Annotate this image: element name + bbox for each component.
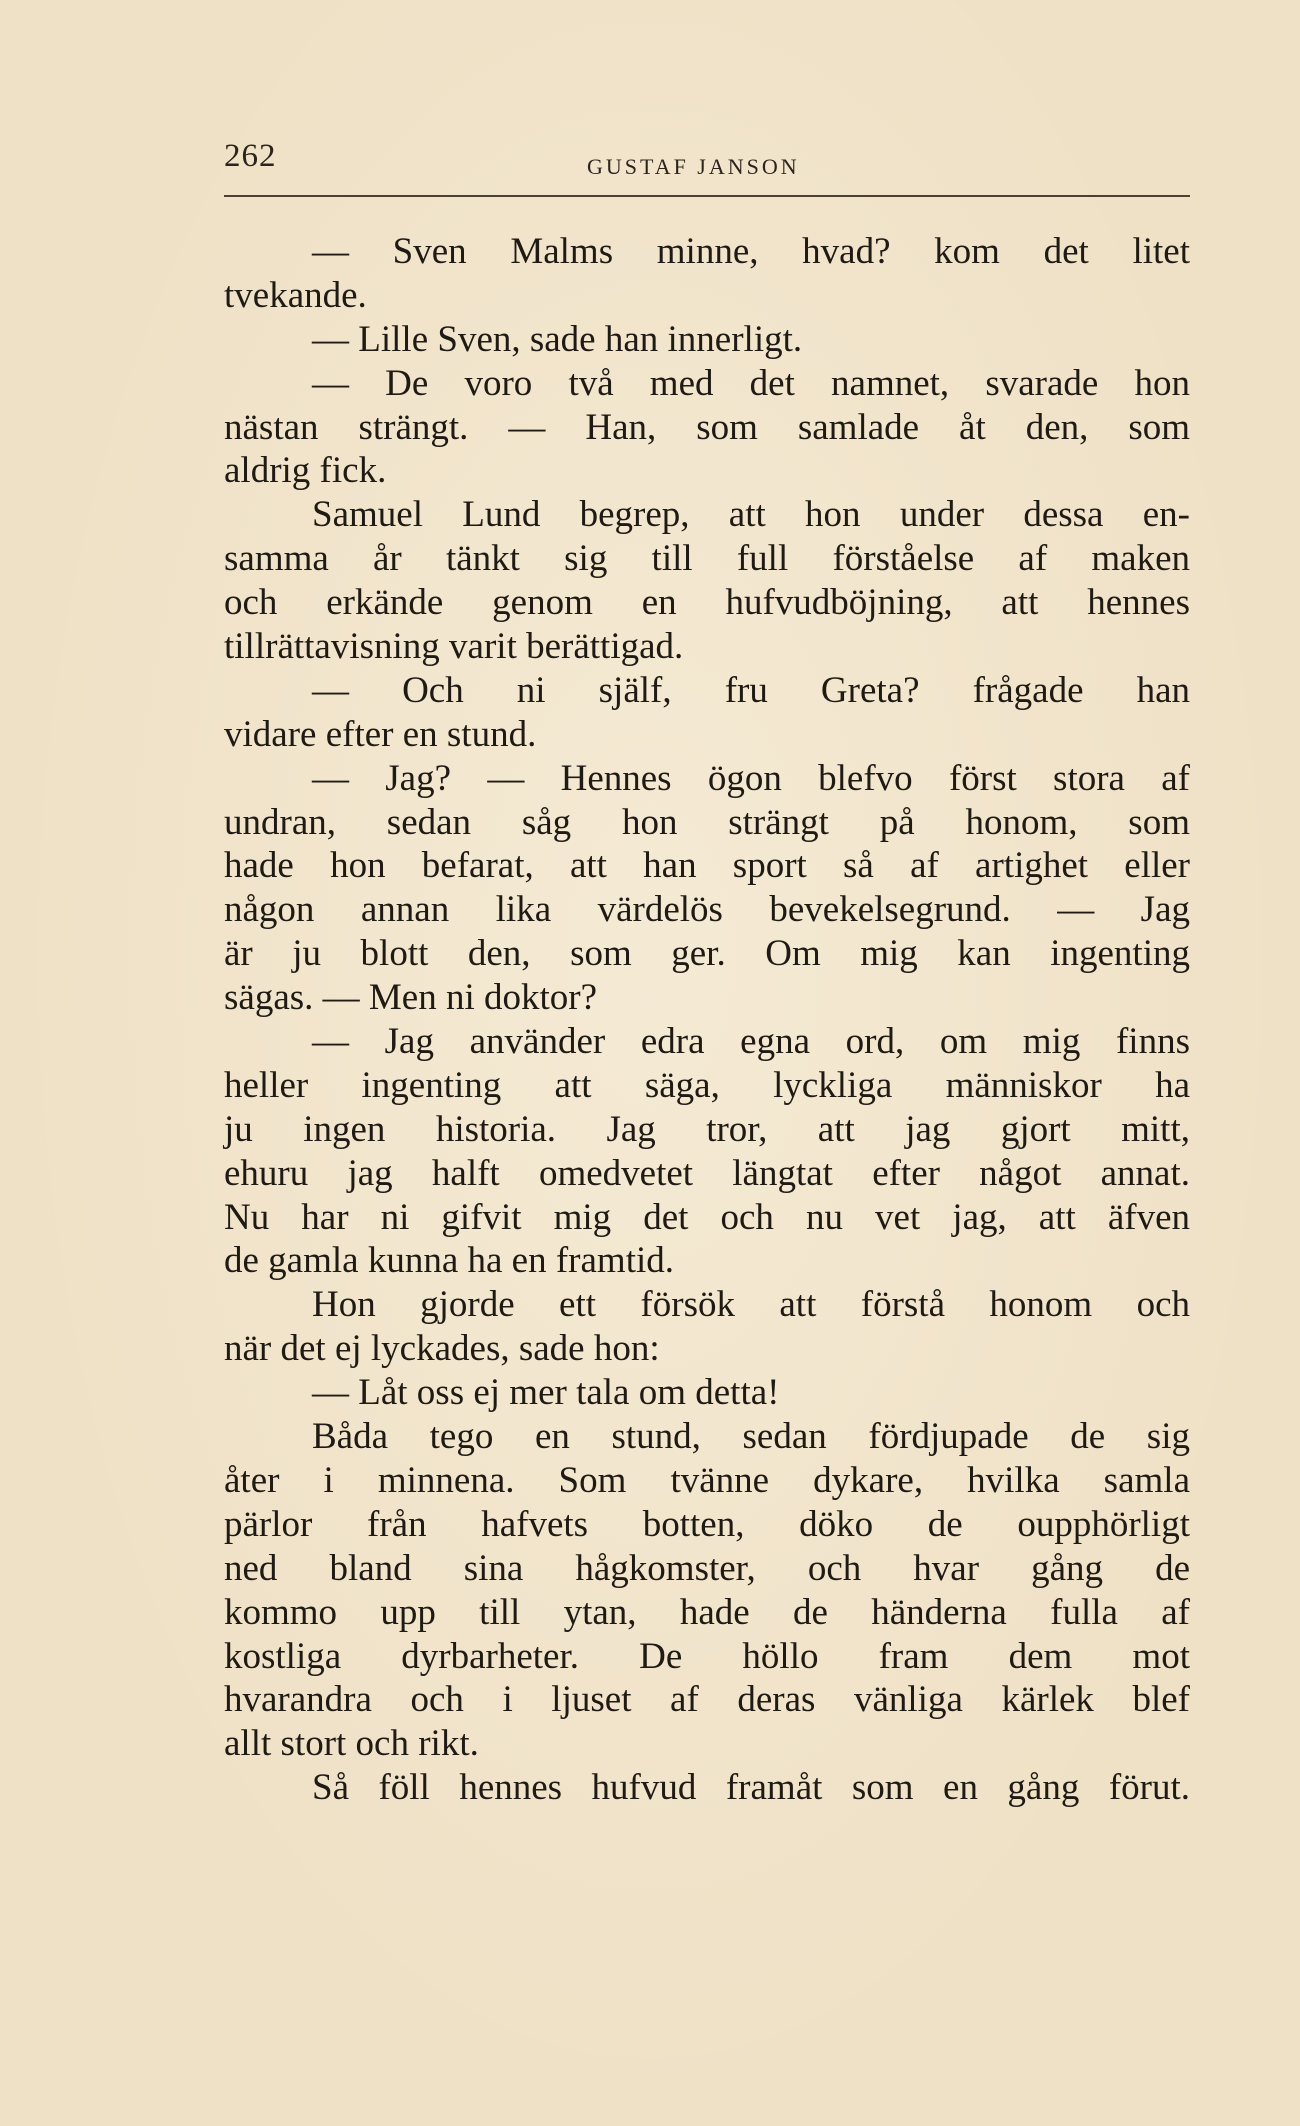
- text-line: Hon gjorde ett försök att förstå honom och: [312, 1284, 1190, 1326]
- text-line: — Sven Malms minne, hvad? kom det litet: [312, 231, 1190, 272]
- page-number: 262: [224, 138, 277, 174]
- text-line: Så föll hennes hufvud framåt som en gång förut.: [312, 1767, 1190, 1809]
- text-line: Nu har ni gifvit mig det och nu vet jag, att äfven: [224, 1196, 1190, 1238]
- text-line: åter i minnena. Som tvänne dykare, hvilka samla: [224, 1459, 1190, 1501]
- text-line: tillrättavisning varit berättigad.: [224, 626, 684, 668]
- text-line: pärlor från hafvets botten, döko de oupphörligt: [224, 1503, 1190, 1545]
- text-line: samma år tänkt sig till full förståelse af maken: [224, 538, 1190, 580]
- body-text: [224, 230, 1190, 1810]
- text-line: — Jag? — Hennes ögon blefvo först stora af: [312, 757, 1190, 799]
- text-line: ned bland sina hågkomster, och hvar gång de: [224, 1547, 1190, 1589]
- running-head: GUSTAF JANSON: [587, 154, 800, 179]
- text-line: — Lille Sven, sade han innerligt.: [312, 318, 803, 360]
- text-line: hvarandra och i ljuset af deras vänliga kärlek blef: [224, 1679, 1190, 1721]
- text-line: är ju blott den, som ger. Om mig kan ingenting: [224, 933, 1190, 975]
- text-line: — Jag använder edra egna ord, om mig finns: [312, 1021, 1190, 1063]
- text-line: tvekande.: [224, 274, 367, 316]
- text-line: Båda tego en stund, sedan fördjupade de sig: [312, 1416, 1190, 1458]
- text-line: nästan strängt. — Han, som samlade åt den, som: [224, 406, 1190, 448]
- text-line: ju ingen historia. Jag tror, att jag gjort mitt,: [224, 1108, 1190, 1150]
- text-line: och erkände genom en hufvudböjning, att hennes: [224, 582, 1190, 624]
- text-line: sägas. — Men ni doktor?: [224, 977, 598, 1019]
- text-line: någon annan lika värdelös bevekelsegrund. — Jag: [224, 889, 1190, 931]
- text-line: — Och ni själf, fru Greta? frågade han: [312, 669, 1190, 711]
- text-line: Samuel Lund begrep, att hon under dessa en-: [312, 494, 1190, 536]
- text-line: de gamla kunna ha en framtid.: [224, 1240, 674, 1282]
- text-line: allt stort och rikt.: [224, 1723, 479, 1765]
- text-line: kommo upp till ytan, hade de händerna fulla af: [224, 1591, 1190, 1633]
- text-line: undran, sedan såg hon strängt på honom, som: [224, 801, 1190, 843]
- header-rule: [224, 195, 1190, 197]
- text-line: hade hon befarat, att han sport så af artighet eller: [224, 845, 1190, 887]
- text-line: ehuru jag halft omedvetet längtat efter något annat.: [224, 1152, 1190, 1194]
- text-line: heller ingenting att säga, lyckliga människor ha: [224, 1064, 1190, 1106]
- text-line: vidare efter en stund.: [224, 713, 537, 755]
- text-line: aldrig fick.: [224, 450, 387, 492]
- text-line: — De voro två med det namnet, svarade hon: [312, 362, 1190, 404]
- text-line: när det ej lyckades, sade hon:: [224, 1328, 660, 1370]
- text-line: kostliga dyrbarheter. De höllo fram dem mot: [224, 1635, 1190, 1677]
- page-header: [224, 138, 1190, 182]
- text-line: — Låt oss ej mer tala om detta!: [312, 1372, 780, 1414]
